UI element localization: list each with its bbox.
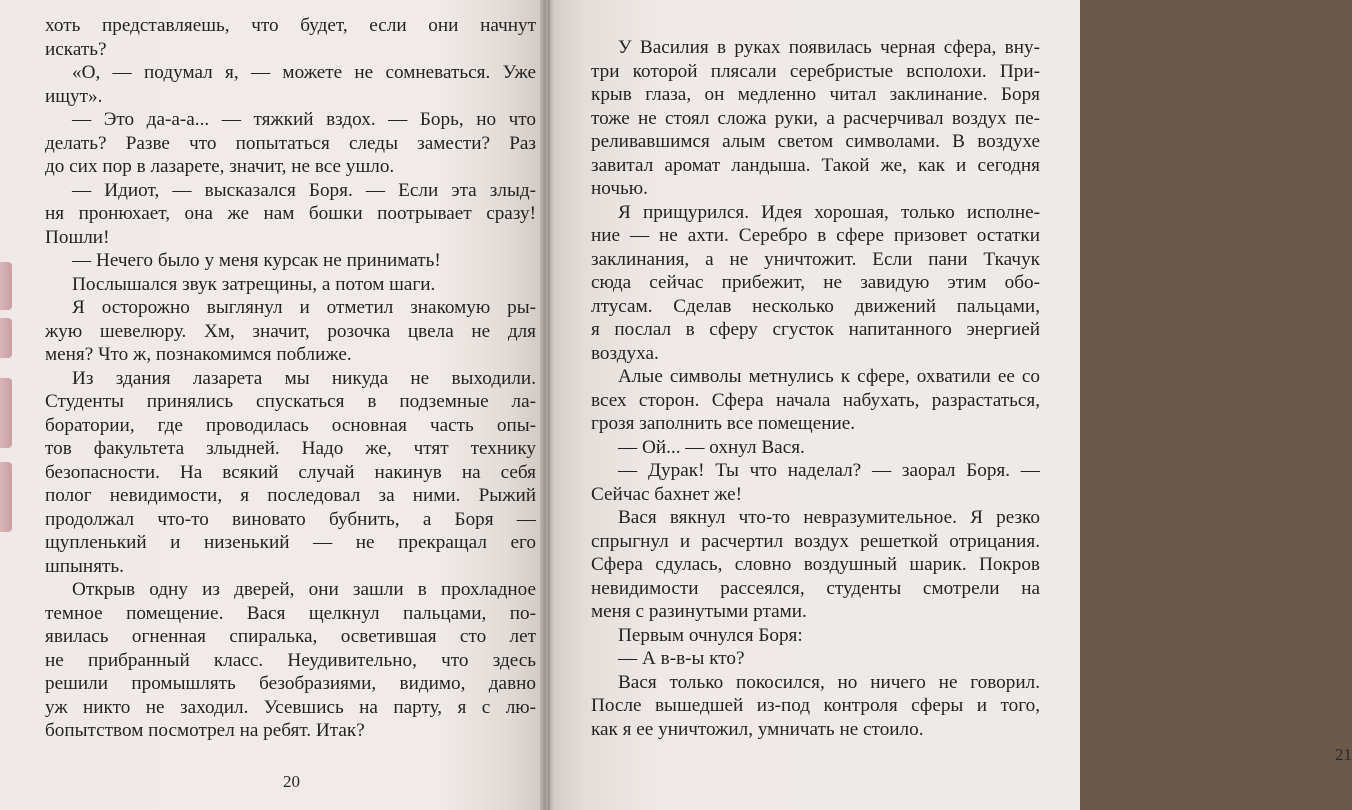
text-line: темное помещение. Вася щелкнул пальцами, по- [45,602,536,624]
text-line: меня? Что ж, познакомимся поближе. [45,344,352,365]
text-line: ня пронюхает, она же нам бошки поотрывает сразу! [45,203,536,224]
text-line: Сейчас бахнет же! [591,483,743,505]
text-line: Сфера сдулась, словно воздушный шарик. Покров [591,554,1040,575]
page-fold-shadow [548,0,554,810]
text-line: тоже не стоял сложа руки, а расчерчивал воздух пе- [591,107,1040,129]
text-line: всех сторон. Сфера начала набухать, разрастаться, [591,389,1040,411]
bookmark-tab [0,262,12,310]
text-line: до сих пор в лазарете, значит, не все ушло. [45,156,395,177]
text-line: Вася только покосился, но ничего не говорил. [618,671,1040,693]
text-line: я послал в сферу сгусток напитанного энергией [591,319,1040,340]
bookmark-tab [0,378,12,448]
text-line: полог невидимости, я последовал за ними. Рыжий [45,485,536,506]
text-line: не прибранный класс. Неудивительно, что здесь [45,649,536,671]
text-line: Алые символы метнулись к сфере, охватили ее со [618,366,1040,387]
text-line: шпынять. [45,555,124,577]
text-line: решили промышлять безобразиями, видимо, давно [45,673,536,694]
text-line: Послышался звук затрещины, а потом шаги. [72,273,436,295]
page-number-right: 21 [1335,745,1352,764]
text-line: — Ой... — охнул Вася. [618,436,805,458]
text-line: меня с разинутыми ртами. [591,601,807,622]
text-line: искать? [45,38,107,60]
text-line: уж никто не заходил. Усевшись на парту, я с лю- [45,696,536,718]
text-line: явилась огненная спиралька, осветившая сто лет [45,626,536,647]
text-line: бопытством посмотрел на ребят. Итак? [45,720,365,741]
text-line: — А в-в-ы кто? [618,648,745,669]
text-line: Первым очнулся Боря: [618,624,803,646]
text-line: тов факультета злыдней. Надо же, чтят технику [45,438,536,459]
text-line: щупленький и низенький — не прекращал его [45,532,536,553]
text-line: ние — не ахти. Серебро в сфере призовет остатки [591,225,1040,246]
text-line: ночью. [591,178,648,199]
text-line: воздуха. [591,342,659,364]
text-line: как я ее уничтожил, умничать не стоило. [591,718,924,740]
left-page-text [45,14,536,743]
left-page [0,0,544,810]
text-line: Я прищурился. Идея хорошая, только исполне- [618,201,1040,223]
text-line: невидимости рассеялся, студенты смотрели на [591,577,1040,599]
text-line: — Дурак! Ты что наделал? — заорал Боря. — [618,460,1040,481]
bookmark-tab [0,462,12,532]
text-line: После вышедшей из-под контроля сферы и того, [591,695,1040,716]
text-line: безопасности. На всякий случай накинув на себя [45,461,536,483]
text-line: — Нечего было у меня курсак не принимать! [72,250,441,271]
text-line: боратории, где проводилась основная часть опы- [45,414,536,436]
text-line: хоть представляешь, что будет, если они начнут [45,15,536,36]
right-page-text [591,36,1040,741]
text-line: крыв глаза, он медленно читал заклинание. Боря [591,84,1040,105]
text-line: продолжал что-то виновато бубнить, а Боря — [45,508,536,530]
text-line: заклинания, а не уничтожит. Если пани Ткачук [591,248,1040,270]
text-line: сюда сейчас прибежит, не завидую этим обо- [591,272,1040,293]
text-line: жую шевелюру. Хм, значит, розочка цвела не для [45,320,536,342]
text-line: лтусам. Сделав несколько движений пальцами, [591,295,1040,317]
page-number-left: 20 [283,772,300,791]
text-line: делать? Разве что попытаться следы замести? Раз [45,132,536,154]
text-line: — Идиот, — высказался Боря. — Если эта злыд- [72,179,536,201]
text-line: Вася вякнул что-то невразумительное. Я резко [618,507,1040,528]
text-line: три которой плясали серебристые всполохи. При- [591,60,1040,82]
text-line: ищут». [45,85,103,107]
text-line: — Это да-а-а... — тяжкий вздох. — Борь, но что [72,109,536,130]
text-line: Пошли! [45,226,110,248]
text-line: спрыгнул и расчертил воздух решеткой отрицания. [591,530,1040,552]
text-line: завитал аромат ландыша. Такой же, как и сегодня [591,154,1040,176]
text-line: У Василия в руках появилась черная сфера, вну- [618,37,1040,58]
text-line: Студенты принялись спускаться в подземные ла- [45,391,536,412]
text-line: грозя заполнить все помещение. [591,413,856,434]
text-line: Из здания лазарета мы никуда не выходили. [72,367,536,389]
text-line: Открыв одну из дверей, они зашли в прохладное [72,579,536,600]
bookmark-tab [0,318,12,358]
text-line: Я осторожно выглянул и отметил знакомую ры- [72,297,536,318]
right-page [546,0,1352,810]
text-line: реливавшимся алым светом символами. В воздухе [591,131,1040,152]
text-line: «О, — подумал я, — можете не сомневаться. Уже [72,62,536,83]
